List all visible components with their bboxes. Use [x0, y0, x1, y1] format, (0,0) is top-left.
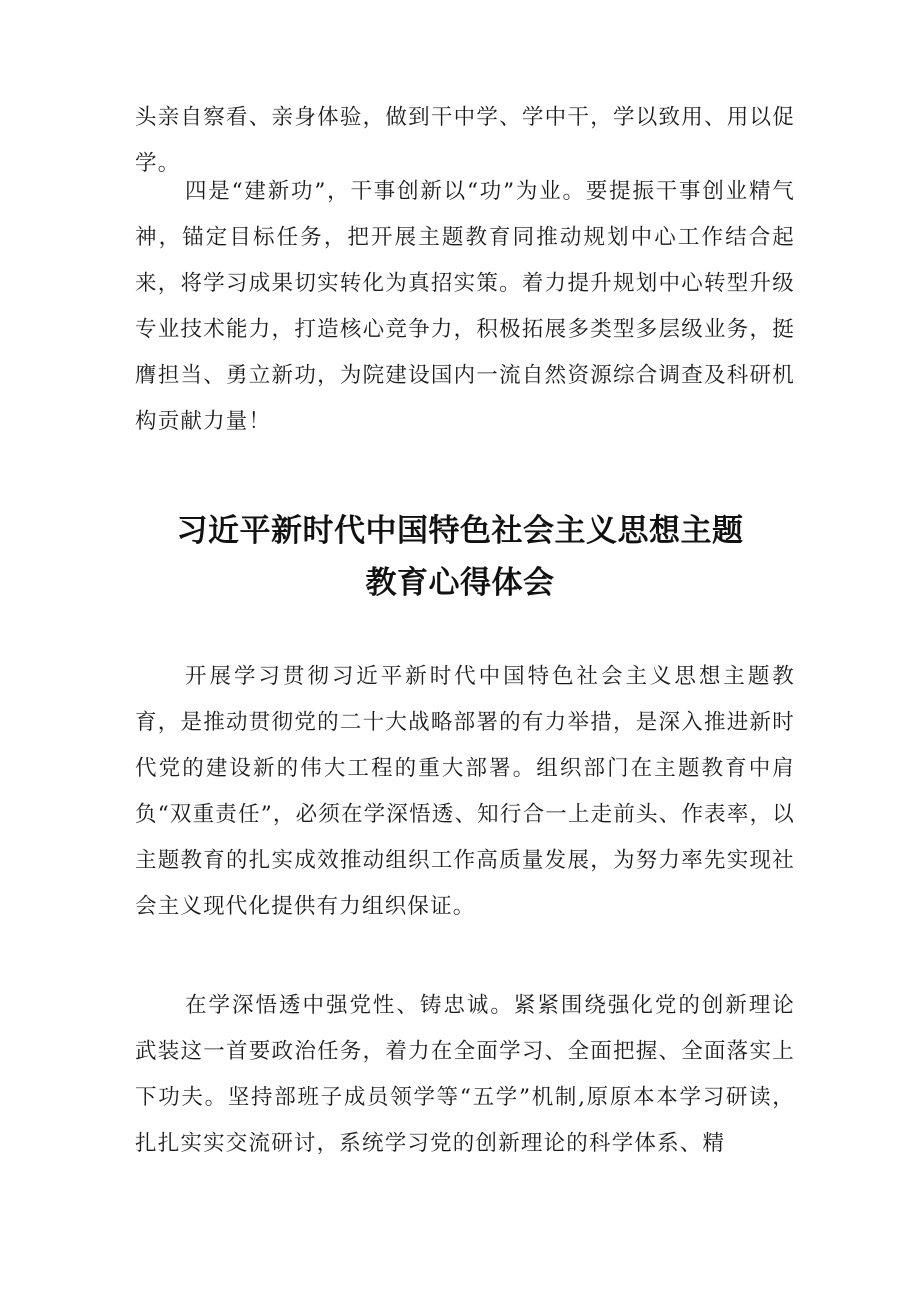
article-title-line-2: 教育心得体会 — [365, 565, 555, 601]
paragraph-point-four: 四是“建新功”，干事创新以“功”为业。要提振干事创业精气神，锚定目标任务，把开展主题教育同推动规划中心工作结合起来，将学习成果切实转化为真招实策。着力提升规划中心转型升级专业技术能力，打造核心竞争力，积极拓展多类型多层级业务，挺膺担当、勇立新功，为院建设国内一流自然资源综合调查及科研机构贡献力量！ — [135, 179, 795, 434]
paragraph-continuation: 头亲自察看、亲身体验，做到干中学、学中干，学以致用、用以促学。 — [135, 105, 795, 176]
article-title-line-1: 习近平新时代中国特色社会主义思想主题 — [176, 513, 744, 549]
paragraph-intro: 开展学习贯彻习近平新时代中国特色社会主义思想主题教育，是推动贯彻党的二十大战略部署的有力举措，是深入推进新时代党的建设新的伟大工程的重大部署。组织部门在主题教育中肩负“双重责任”，必须在学深悟透、知行合一上走前头、作表率，以主题教育的扎实成效推动组织工作高质量发展，为努力率先实现社会主义现代化提供有力组织保证。 — [135, 664, 795, 919]
paragraph-section-one: 在学深悟透中强党性、铸忠诚。紧紧围绕强化党的创新理论武装这一首要政治任务，着力在全面学习、全面把握、全面落实上下功夫。坚持部班子成员领学等“五学”机制,原原本本学习研读，扎扎实实交流研讨，系统学习党的创新理论的科学体系、精 — [135, 993, 795, 1156]
